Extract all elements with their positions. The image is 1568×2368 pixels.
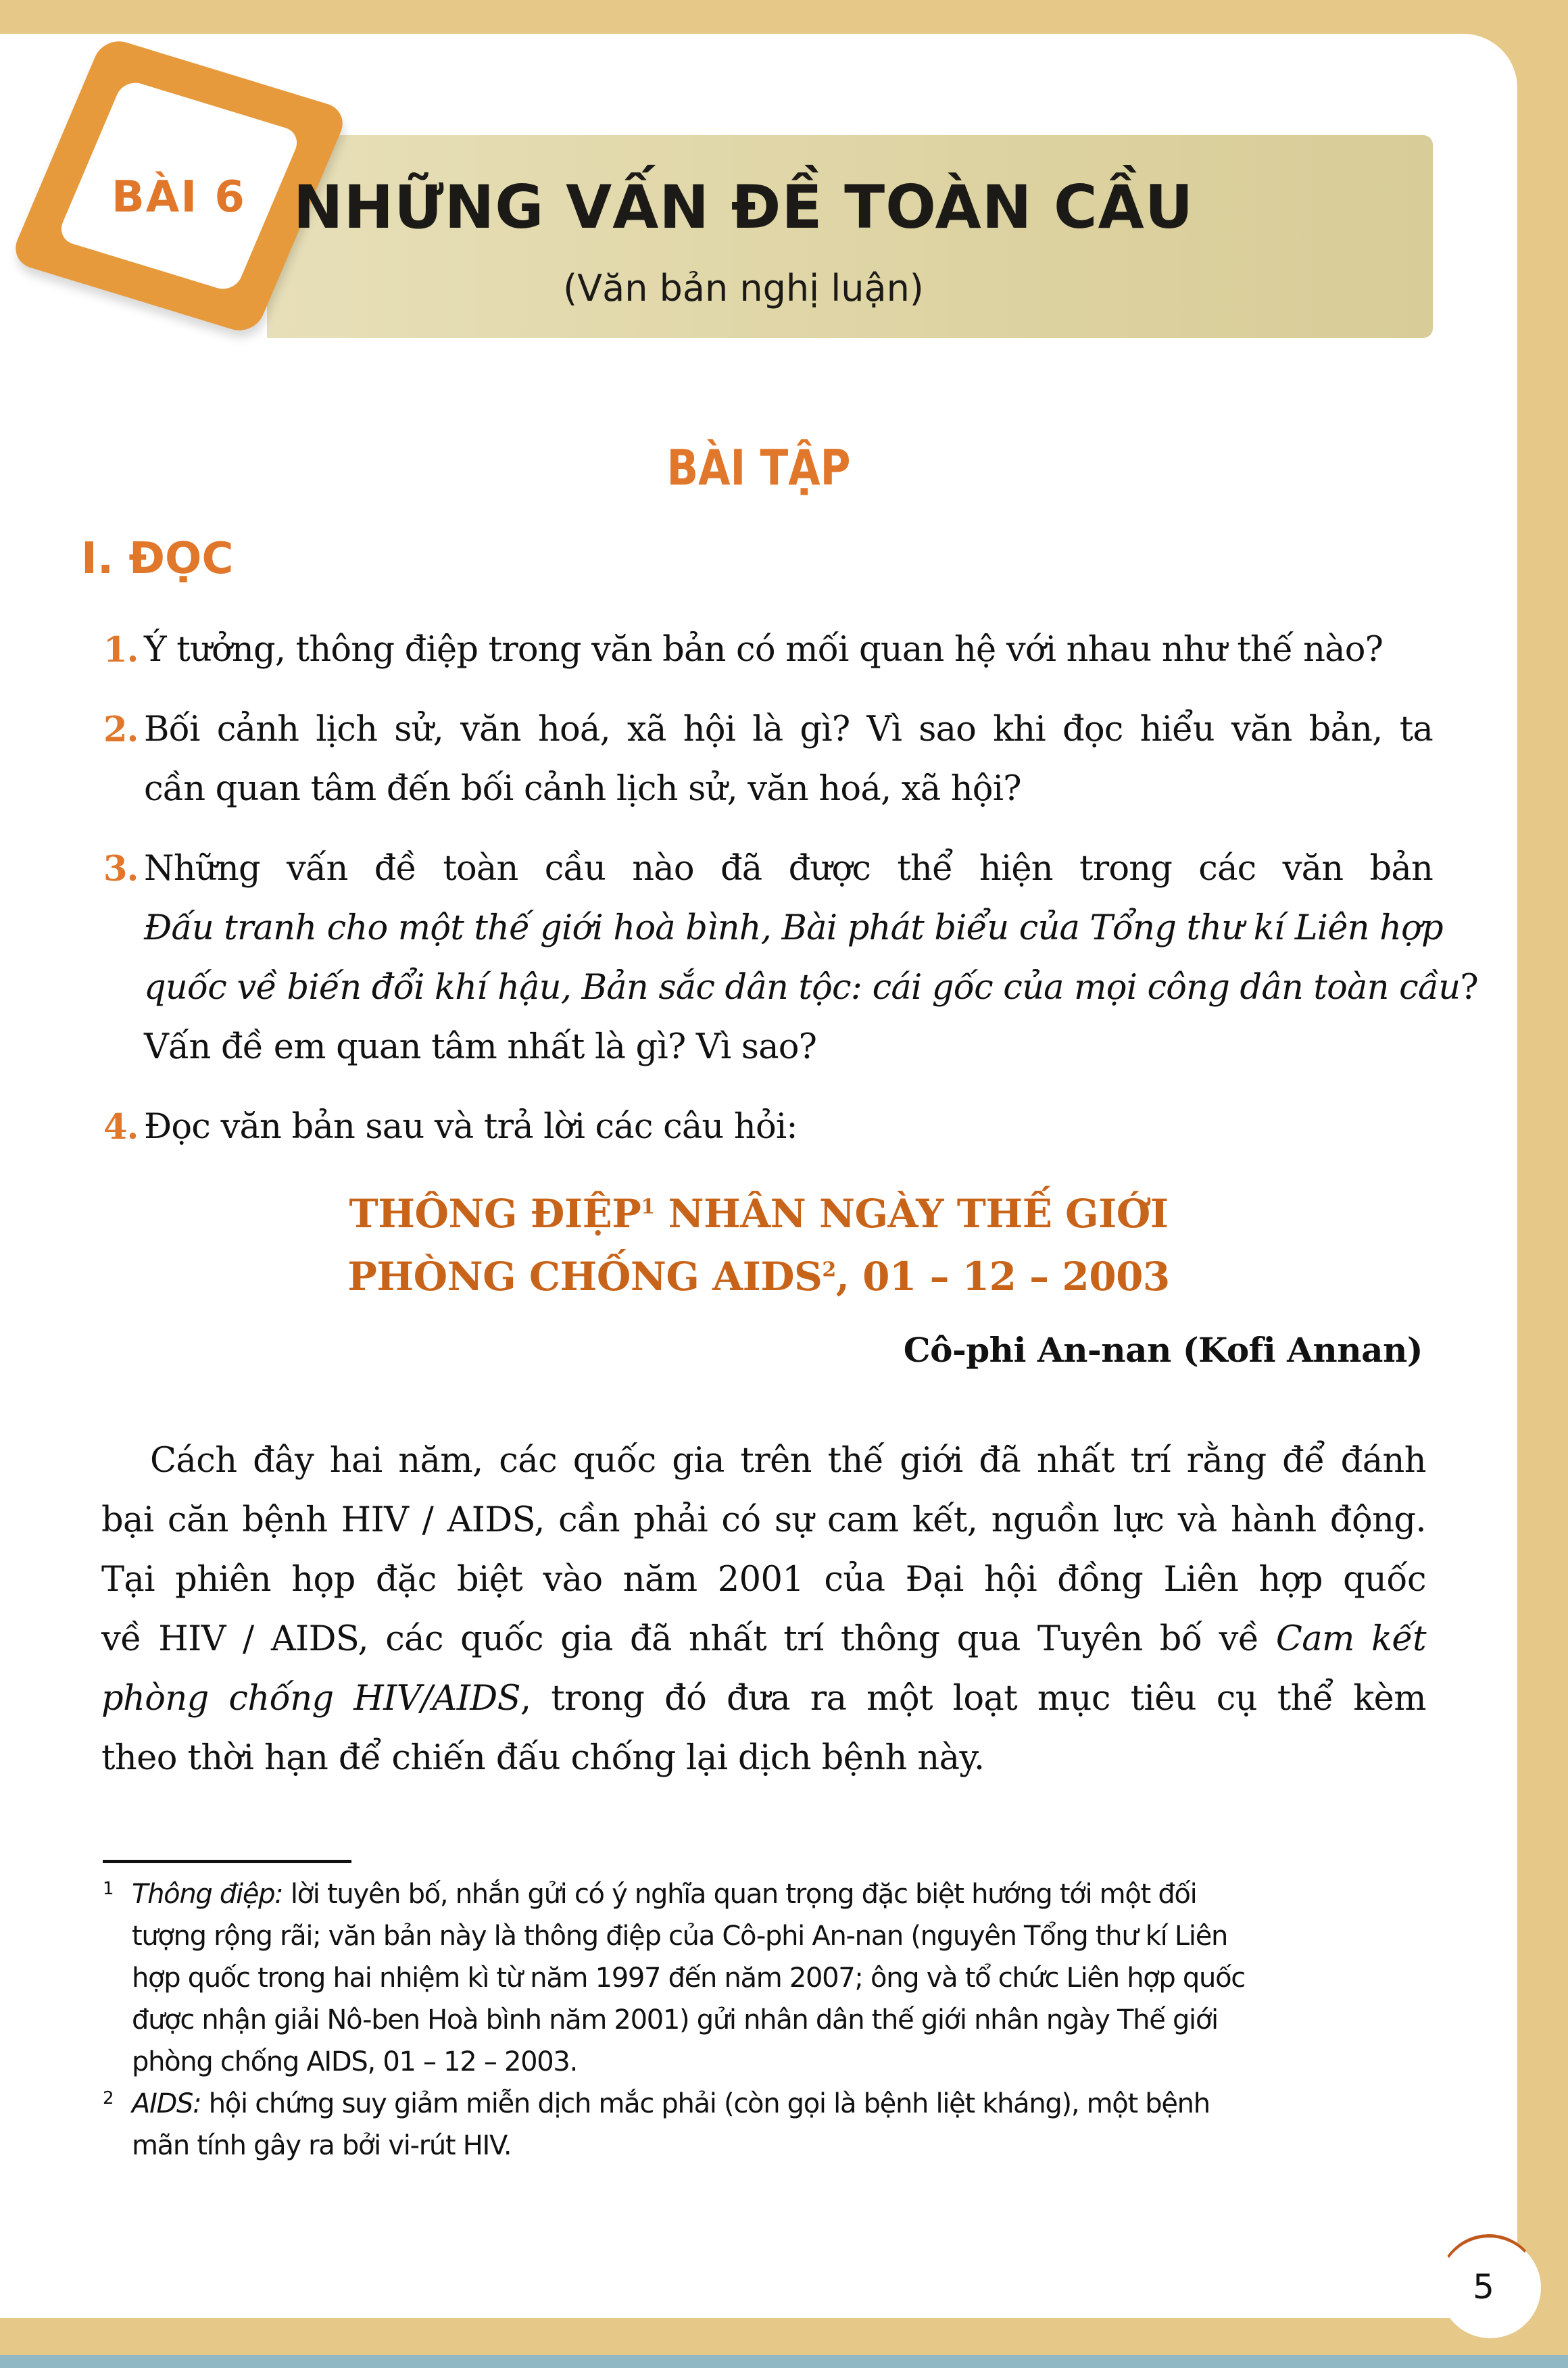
footnote-ref-1[interactable]: 1 [641, 1195, 655, 1219]
question-1 [98, 620, 1433, 680]
question-text: Bối cảnh lịch sử, văn hoá, xã hội là gì? Vì sao khi đọc hiểu văn bản, ta [144, 710, 1433, 749]
reading-title-text: NHÂN NGÀY THẾ GIỚI [654, 1191, 1169, 1237]
footnote-line: hợp quốc trong hai nhiệm kì từ năm 1997 đến năm 2007; ông và tổ chức Liên hợp quốc [132, 1963, 1245, 1994]
footnote-line: mãn tính gây ra bởi vi-rút HIV. [132, 2130, 512, 2161]
paragraph-line: Cách đây hai năm, các quốc gia trên thế giới đã nhất trí rằng để đánh [150, 1441, 1426, 1481]
subsection-heading: I. ĐỌC [81, 534, 234, 584]
footnote-text: hội chứng suy giảm miễn dịch mắc phải (còn gọi là bệnh liệt kháng), một bệnh [201, 2088, 1210, 2119]
footnote-text: lời tuyên bố, nhắn gửi có ý nghĩa quan trọng đặc biệt hướng tới một đối [283, 1879, 1197, 1910]
page-number: 5 [1473, 2267, 1494, 2307]
question-mark: ? [1460, 968, 1478, 1008]
footnote-divider [103, 1860, 351, 1863]
question-text-italic [144, 899, 1443, 958]
lesson-title: NHỮNG VẤN ĐỀ TOÀN CẦU [293, 172, 1194, 242]
paragraph-line: theo thời hạn để chiến đấu chống lại dịch bệnh này. [101, 1738, 985, 1778]
question-list [98, 620, 1478, 1177]
paragraph-line: bại căn bệnh HIV / AIDS, cần phải có sự cam kết, nguồn lực và hành động. [101, 1500, 1426, 1540]
question-text: Ý tưởng, thông điệp trong văn bản có mối quan hệ với nhau như thế nào? [144, 630, 1383, 670]
footnotes [101, 1873, 1426, 2167]
footnote-line: được nhận giải Nô-ben Hoà bình năm 2001) gửi nhân dân thế giới nhân ngày Thế giới [132, 2004, 1218, 2036]
reading-title-text: THÔNG ĐIỆP [349, 1191, 641, 1237]
question-number: 4. [103, 1107, 139, 1148]
text-titles-italic: quốc về biến đổi khí hậu, Bản sắc dân tộc: cái gốc của mọi công dân toàn cầu [144, 968, 1461, 1008]
reading-paragraph [101, 1431, 1426, 1788]
footnote-line [132, 2083, 1426, 2125]
footnote-line [132, 1873, 1426, 1915]
bottom-strip [0, 2355, 1568, 2368]
reading-title-text: PHÒNG CHỐNG AIDS [347, 1254, 823, 1300]
reading-title-text: , 01 – 12 – 2003 [835, 1254, 1170, 1300]
text-titles-italic: Đấu tranh cho một thế giới hoà bình, Bài phát biểu của Tổng thư kí Liên hợp [144, 908, 1443, 948]
question-3 [98, 839, 1478, 1077]
question-text: Đọc văn bản sau và trả lời các câu hỏi: [144, 1107, 798, 1147]
question-text-italic [144, 958, 1478, 1018]
question-text: Những vấn đề toàn cầu nào đã được thể hiện trong các văn bản [144, 849, 1433, 889]
footnote-mark: 2 [103, 2088, 114, 2108]
question-text: cần quan tâm đến bối cảnh lịch sử, văn hoá, xã hội? [144, 769, 1021, 809]
reading-author: Cô-phi An-nan (Kofi Annan) [903, 1330, 1423, 1370]
footnote-2 [101, 2083, 1426, 2167]
question-text: Vấn đề em quan tâm nhất là gì? Vì sao? [144, 1027, 817, 1067]
paragraph-line [101, 1669, 1426, 1729]
question-2 [98, 700, 1433, 819]
question-number: 1. [103, 630, 139, 670]
paragraph-italic: phòng chống HIV/AIDS [101, 1679, 520, 1719]
reading-title-line-2 [0, 1254, 1517, 1300]
reading-title-line-1 [0, 1191, 1517, 1237]
lesson-badge-label: BÀI 6 [112, 172, 246, 222]
footnote-line: tượng rộng rãi; văn bản này là thông điệp của Cô-phi An-nan (nguyên Tổng thư kí Liên [132, 1921, 1228, 1952]
paragraph-italic: Cam kết [1275, 1619, 1426, 1659]
footnote-term: AIDS: [132, 2088, 201, 2119]
question-4 [98, 1097, 1433, 1157]
question-number: 2. [103, 710, 139, 750]
paragraph-line [101, 1610, 1426, 1669]
footnote-mark: 1 [103, 1879, 114, 1899]
paragraph-line: Tại phiên họp đặc biệt vào năm 2001 của Đại hội đồng Liên hợp quốc [101, 1560, 1426, 1600]
paragraph-text: , trong đó đưa ra một loạt mục tiêu cụ thể kèm [520, 1679, 1426, 1719]
footnote-ref-2[interactable]: 2 [822, 1258, 836, 1282]
footnote-1 [101, 1873, 1426, 2083]
question-number: 3. [103, 849, 139, 889]
footnote-line: phòng chống AIDS, 01 – 12 – 2003. [132, 2046, 577, 2077]
lesson-subtitle: (Văn bản nghị luận) [563, 267, 924, 310]
paragraph-text: về HIV / AIDS, các quốc gia đã nhất trí thông qua Tuyên bố về [101, 1619, 1276, 1659]
footnote-term: Thông điệp: [132, 1879, 283, 1910]
section-heading: BÀI TẬP [666, 439, 851, 496]
